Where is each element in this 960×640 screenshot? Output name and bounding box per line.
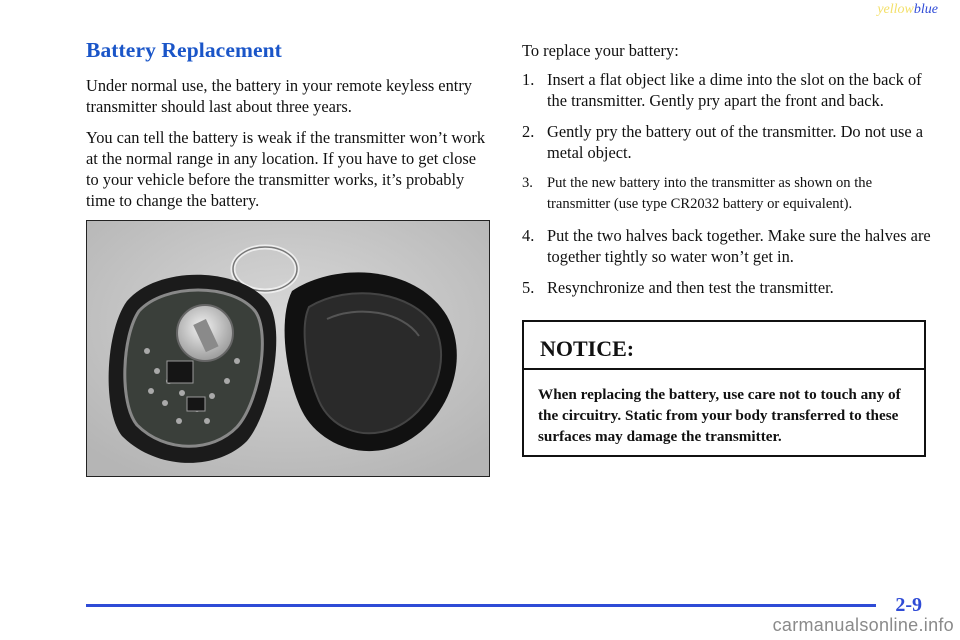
footer-rule xyxy=(86,604,876,607)
step-text: Insert a flat object like a dime into the slot on the back of the transmitter. Gently pry apart the front and back. xyxy=(547,70,922,110)
notice-title: NOTICE: xyxy=(524,322,924,370)
color-tag-blue: blue xyxy=(913,2,938,17)
step-number: 5. xyxy=(522,278,535,297)
color-tag xyxy=(877,2,938,18)
list-item xyxy=(522,225,932,267)
list-item xyxy=(522,121,932,163)
page-number: 2-9 xyxy=(895,594,922,616)
notice-body: When replacing the battery, use care not to touch any of the circuitry. Static from your body transferred to these surfaces may damage the transmitter. xyxy=(538,386,901,445)
list-item xyxy=(522,173,932,215)
step-text: Put the new battery into the transmitter as shown on the transmitter (use type CR2032 battery or equivalent). xyxy=(547,175,873,212)
color-tag-yellow: yellow xyxy=(877,2,914,17)
paragraph-battery-life: Under normal use, the battery in your remote keyless entry transmitter should last about three years. xyxy=(86,76,472,116)
step-number: 3. xyxy=(522,175,533,191)
step-text: Put the two halves back together. Make sure the halves are together tightly so water won’t get in. xyxy=(547,226,931,266)
step-number: 1. xyxy=(522,70,535,89)
step-text: Resynchronize and then test the transmitter. xyxy=(547,278,834,297)
step-number: 4. xyxy=(522,226,535,245)
steps-intro: To replace your battery: xyxy=(522,41,679,60)
list-item xyxy=(522,277,932,298)
left-column xyxy=(86,38,490,221)
right-column xyxy=(522,40,932,308)
notice-box xyxy=(522,320,926,457)
list-item xyxy=(522,69,932,111)
transmitter-illustration xyxy=(87,221,489,476)
paragraph-weak-battery: You can tell the battery is weak if the transmitter won’t work at the normal range in any location. If you have to get close to your vehicle before the transmitter works, it’s probably time to change the battery. xyxy=(86,128,486,210)
section-heading: Battery Replacement xyxy=(86,38,282,62)
watermark: carmanualsonline.info xyxy=(772,615,954,635)
step-text: Gently pry the battery out of the transmitter. Do not use a metal object. xyxy=(547,122,923,162)
steps-list xyxy=(522,69,932,298)
transmitter-photo xyxy=(86,220,490,477)
step-number: 2. xyxy=(522,122,535,141)
